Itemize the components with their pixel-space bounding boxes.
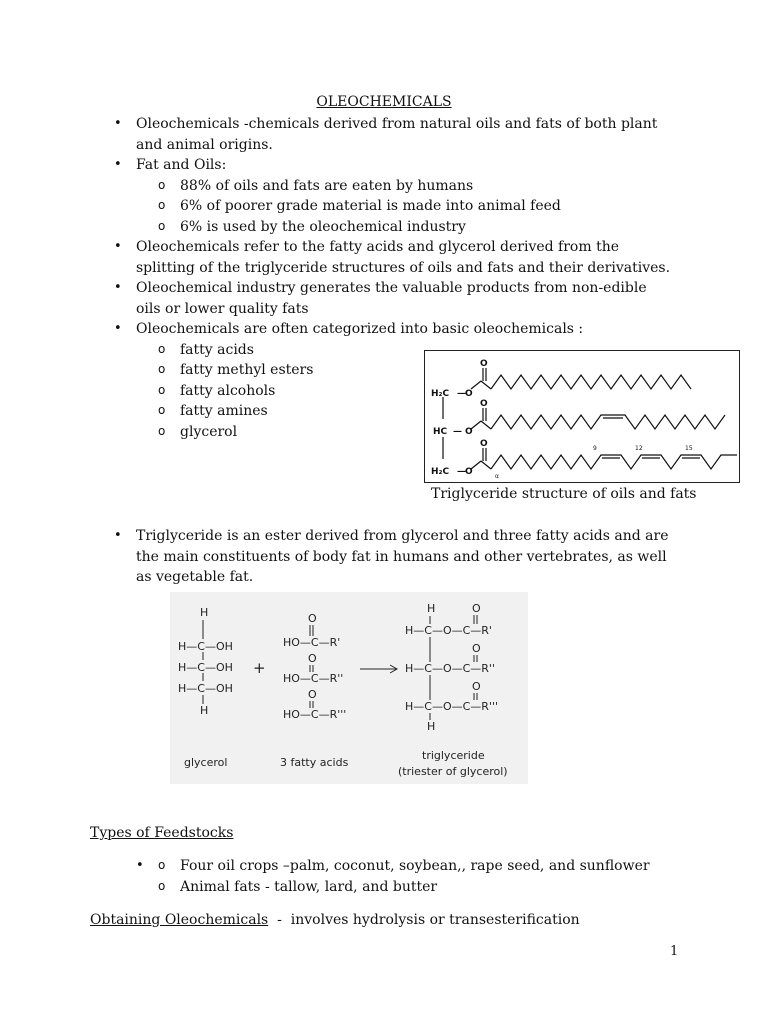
feedstocks-heading: Types of Feedstocks <box>90 825 234 841</box>
list-item: o fatty acids <box>158 340 674 361</box>
svg-text:—: — <box>457 389 466 399</box>
list-item: o • Four oil crops –palm, coconut, soybean,, rape seed, and sunflower <box>158 856 696 877</box>
svg-text:O: O <box>472 680 481 693</box>
svg-text:O: O <box>472 602 481 615</box>
fatty-acid-row: HO—C—R'' <box>283 672 344 685</box>
svg-text:H: H <box>427 602 436 615</box>
svg-text:O: O <box>472 642 481 655</box>
list-item: o 6% is used by the oleochemical industry <box>158 217 674 238</box>
list-item: o Animal fats - tallow, lard, and butter <box>158 877 696 898</box>
glycerol-row: H—C—OH <box>178 640 233 653</box>
svg-text:O: O <box>308 688 317 701</box>
fatty-acid-row: HO—C—R''' <box>283 708 347 721</box>
feedstocks-list <box>136 856 696 897</box>
list-item: o glycerol <box>158 422 674 443</box>
plus-sign: + <box>253 659 266 677</box>
oxygen-label: O <box>480 359 488 369</box>
obtaining-line <box>90 910 580 931</box>
oxygen-label: O <box>465 389 473 399</box>
list-item <box>136 856 696 897</box>
oxygen-label: O <box>465 467 473 477</box>
oxygen-label: O <box>465 427 473 437</box>
triglyceride-row: H—C—O—C—R' <box>405 624 492 637</box>
glycerol-row: H—C—OH <box>178 661 233 674</box>
fatty-acids-label: 3 fatty acids <box>280 756 349 769</box>
triglyceride-structure-figure <box>424 350 740 483</box>
triglyceride-caption: Triglyceride structure of oils and fats <box>431 486 697 502</box>
list-item: o 88% of oils and fats are eaten by humans <box>158 176 674 197</box>
svg-text:H: H <box>427 720 436 733</box>
svg-text:O: O <box>308 652 317 665</box>
triester-label: (triester of glycerol) <box>398 765 508 778</box>
svg-text:H: H <box>200 606 209 619</box>
obtaining-heading: Obtaining Oleochemicals <box>90 912 269 928</box>
obtaining-text: - involves hydrolysis or transesterification <box>268 912 580 928</box>
glycerol-row: H—C—OH <box>178 682 233 695</box>
reaction-drawing <box>170 592 528 784</box>
hc-label: HC <box>433 427 448 437</box>
h2c-top-label: H₂C <box>431 389 450 399</box>
glycerol-label: glycerol <box>184 756 228 769</box>
svg-text:O: O <box>308 612 317 625</box>
triglyceride-row: H—C—O—C—R''' <box>405 700 499 713</box>
svg-text:—: — <box>457 467 466 477</box>
esterification-reaction-figure <box>170 592 528 784</box>
oxygen-label: O <box>480 439 488 449</box>
h2c-bottom-label: H₂C <box>431 467 450 477</box>
page-title: OLEOCHEMICALS <box>316 94 452 110</box>
triglyceride-bullet-list <box>114 526 674 588</box>
triglyceride-row: H—C—O—C—R'' <box>405 662 495 675</box>
bullet-industry: • Oleochemical industry generates the valuable products from non-edible oils or lower quality fats <box>114 278 674 319</box>
bullet-categorized: • Oleochemicals are often categorized into basic oleochemicals : o fatty acids o fatty methyl esters o fatty alcohols o fatty amines o glycerol <box>114 319 674 442</box>
bullet-definition: • Oleochemicals -chemicals derived from natural oils and fats of both plant and animal origins. <box>114 114 674 155</box>
list-item: o fatty methyl esters <box>158 360 674 381</box>
svg-text:H: H <box>200 704 209 717</box>
svg-text:—: — <box>453 427 462 437</box>
page-number: 1 <box>670 944 679 959</box>
carbon-15-label: 15 <box>685 445 693 452</box>
fatty-acid-row: HO—C—R' <box>283 636 341 649</box>
triglyceride-structure-drawing <box>425 351 739 482</box>
carbon-12-label: 12 <box>635 445 643 452</box>
bullet-triglyceride: • Triglyceride is an ester derived from glycerol and three fatty acids and are the main constituents of body fat in humans and other vertebrates, as well as vegetable fat. <box>114 526 674 588</box>
alpha-label: α <box>495 473 499 480</box>
fats-oils-sublist <box>136 176 674 238</box>
list-item: o fatty amines <box>158 401 674 422</box>
oxygen-label: O <box>480 399 488 409</box>
carbon-9-label: 9 <box>593 445 597 452</box>
list-item: o fatty alcohols <box>158 381 674 402</box>
list-item: o 6% of poorer grade material is made into animal feed <box>158 196 674 217</box>
bullet-refer: • Oleochemicals refer to the fatty acids and glycerol derived from the splitting of the triglyceride structures of oils and fats and their derivatives. <box>114 237 674 278</box>
triglyceride-label: triglyceride <box>422 749 485 762</box>
bullet-fats-oils: • Fat and Oils: o 88% of oils and fats are eaten by humans o 6% of poorer grade material is made into animal feed o 6% is used by the oleochemical industry <box>114 155 674 237</box>
